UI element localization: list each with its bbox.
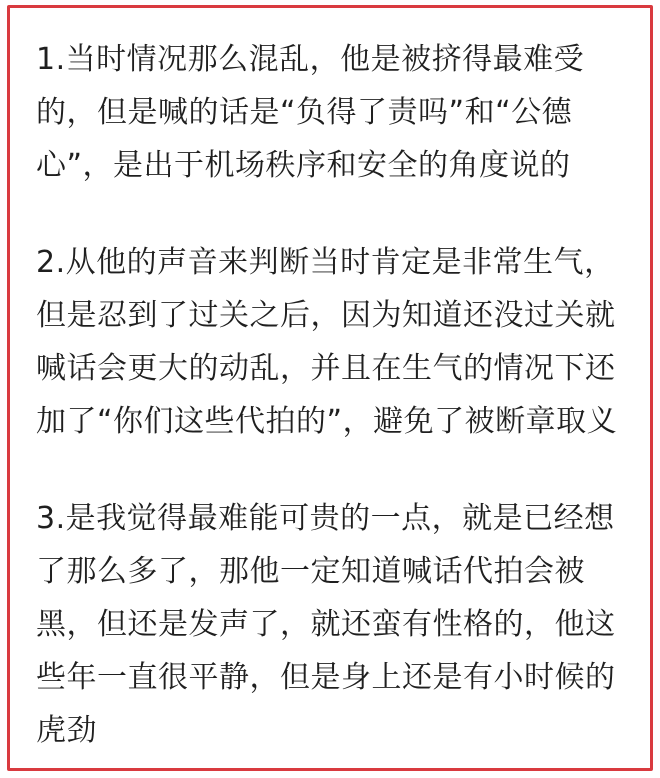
paragraph-spacer bbox=[36, 188, 644, 241]
text-content bbox=[36, 38, 644, 753]
paragraph-line: 的，但是喊的话是“负得了责吗”和“公德 bbox=[36, 95, 573, 130]
paragraph-line: 心”，是出于机场秩序和安全的角度说的 bbox=[36, 148, 571, 183]
paragraph-3 bbox=[36, 497, 644, 753]
paragraph-spacer bbox=[36, 444, 644, 497]
paragraph-line: 了那么多了，那他一定知道喊话代拍会被 bbox=[36, 554, 585, 589]
paragraph-line: 2.从他的声音来判断当时肯定是非常生气， bbox=[36, 245, 615, 280]
paragraph-line: 1.当时情况那么混乱，他是被挤得最难受 bbox=[36, 42, 585, 77]
paragraph-line: 虎劲 bbox=[36, 713, 97, 748]
paragraph-2 bbox=[36, 241, 644, 444]
paragraph-line: 些年一直很平静，但是身上还是有小时候的 bbox=[36, 660, 616, 695]
red-border-frame bbox=[7, 5, 653, 771]
paragraph-line: 喊话会更大的动乱，并且在生气的情况下还 bbox=[36, 351, 616, 386]
paragraph-line: 3.是我觉得最难能可贵的一点，就是已经想 bbox=[36, 501, 615, 536]
paragraph-line: 黑，但还是发声了，就还蛮有性格的，他这 bbox=[36, 607, 616, 642]
paragraph-line: 但是忍到了过关之后，因为知道还没过关就 bbox=[36, 298, 616, 333]
paragraph-1 bbox=[36, 38, 644, 188]
paragraph-line: 加了“你们这些代拍的”，避免了被断章取义 bbox=[36, 404, 618, 439]
